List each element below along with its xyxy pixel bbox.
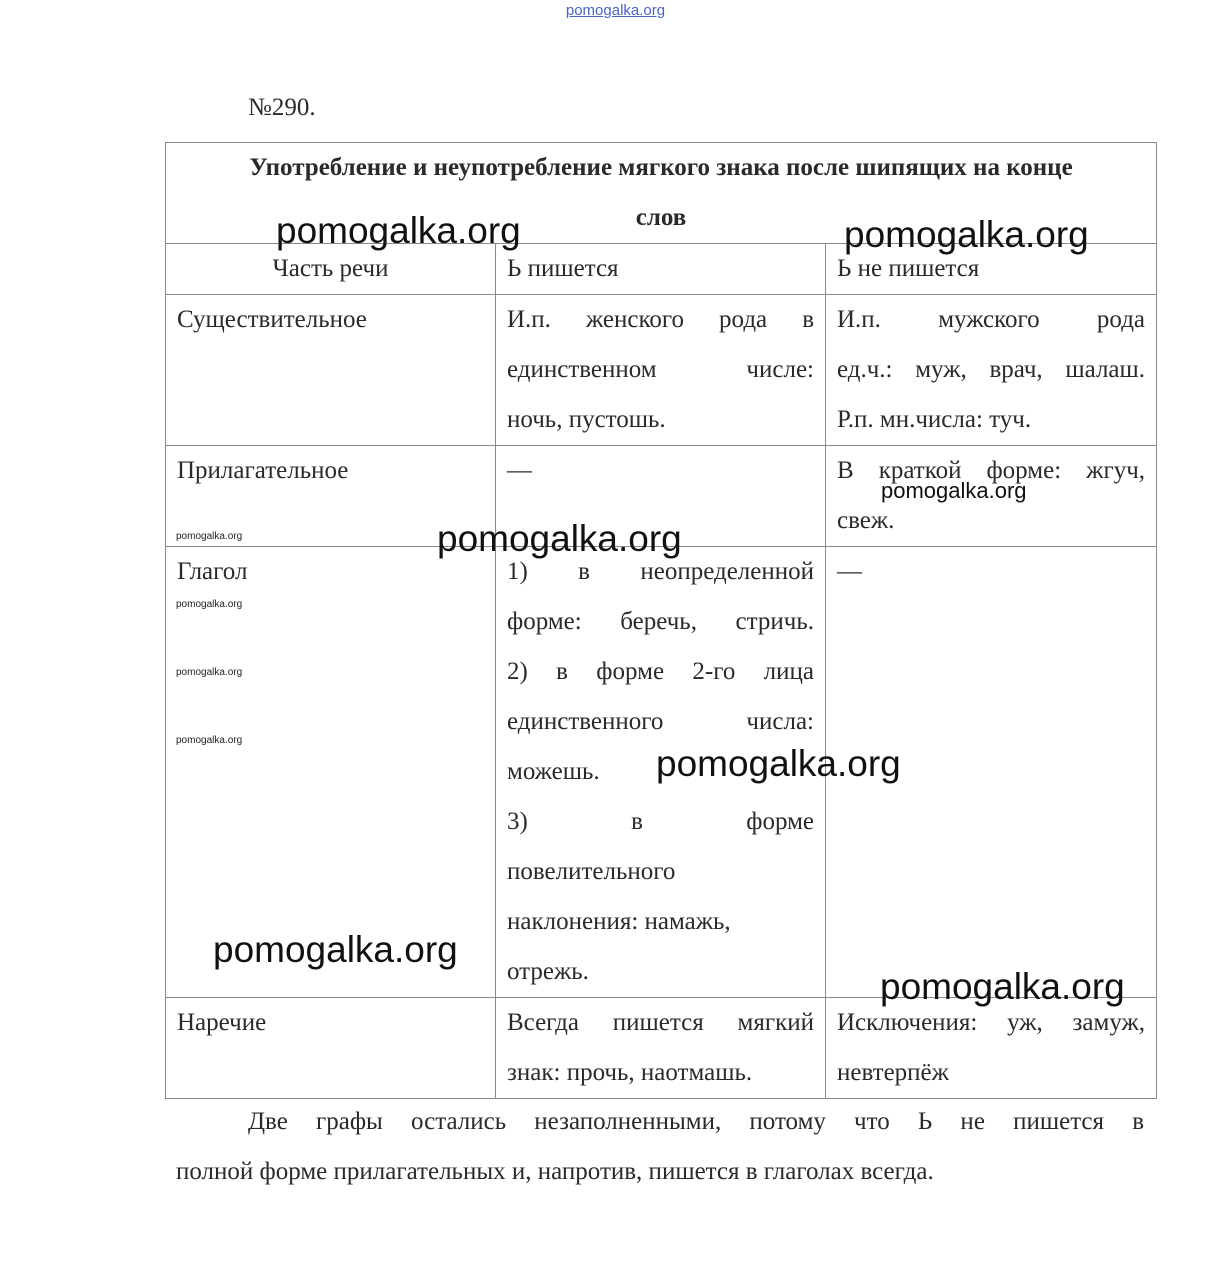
task-number: №290. [248,94,316,121]
part-of-speech: Глагол [177,558,248,585]
watermark: pomogalka.org [176,667,243,678]
written-cell [496,998,826,1099]
not-written-line: ед.ч.: муж, врач, шалаш. [837,356,1146,383]
written-line: И.п. женского рода в [507,306,814,333]
part-of-speech: Прилагательное [177,457,349,484]
not-written-cell [826,998,1157,1099]
written-cell [496,295,826,446]
part-of-speech: Наречие [177,1009,267,1036]
conclusion-line-1: Две графы остались незаполненными, потому что Ь не пишется в [248,1108,1144,1135]
dash-placeholder: — [507,457,532,484]
watermark: pomogalka.org [213,929,458,970]
conclusion-line-2: полной форме прилагательных и, напротив, пишется в глаголах всегда. [176,1158,934,1185]
column-header-soft-sign-written: Ь пишется [496,244,826,295]
table-row-adverb [166,998,1157,1099]
watermark: pomogalka.org [844,214,1089,255]
table-row-noun [166,295,1157,446]
table-title-line-1: Употребление и неупотребление мягкого знака после шипящих на конце [249,154,1073,181]
column-header-part-of-speech: Часть речи [166,244,496,295]
watermark: pomogalka.org [176,599,243,610]
watermark: pomogalka.org [276,210,521,251]
watermark: pomogalka.org [176,735,243,746]
watermark: pomogalka.org [881,478,1027,503]
part-of-speech: Существительное [177,306,367,333]
written-line: единственном числе: [507,356,814,383]
not-written-line: В краткой форме: жгуч, [837,457,1146,484]
written-line: можешь. [507,758,600,785]
not-written-line: невтерпёж [837,1059,949,1086]
not-written-line: свеж. [837,507,895,534]
written-line: 3) в форме [507,808,814,835]
written-line: знак: прочь, наотмашь. [507,1059,753,1086]
watermark: pomogalka.org [880,966,1125,1007]
written-line: отрежь. [507,958,589,985]
watermark: pomogalka.org [437,518,682,559]
not-written-line: Исключения: уж, замуж, [837,1009,1146,1036]
written-line: повелительного [507,858,676,885]
dash-placeholder: — [837,558,862,585]
written-line: 1) в неопределенной [507,558,814,585]
not-written-line: Р.п. мн.числа: туч. [837,406,1032,433]
written-line: Всегда пишется мягкий [507,1009,814,1036]
written-line: 2) в форме 2-го лица [507,658,814,685]
conclusion-paragraph [176,1097,1144,1197]
written-line: единственного числа: [507,708,814,735]
written-line: форме: беречь, стричь. [507,608,814,635]
written-line: ночь, пустошь. [507,406,666,433]
column-header-soft-sign-not-written: Ь не пишется [826,244,1157,295]
written-line: наклонения: намажь, [507,908,731,935]
table-title-line-2: слов [635,204,687,231]
not-written-cell [826,295,1157,446]
watermark: pomogalka.org [176,531,243,542]
watermark: pomogalka.org [656,743,901,784]
site-link[interactable]: pomogalka.org [565,2,666,19]
part-of-speech-cell [166,295,496,446]
part-of-speech-cell [166,998,496,1099]
not-written-line: И.п. мужского рода [837,306,1146,333]
